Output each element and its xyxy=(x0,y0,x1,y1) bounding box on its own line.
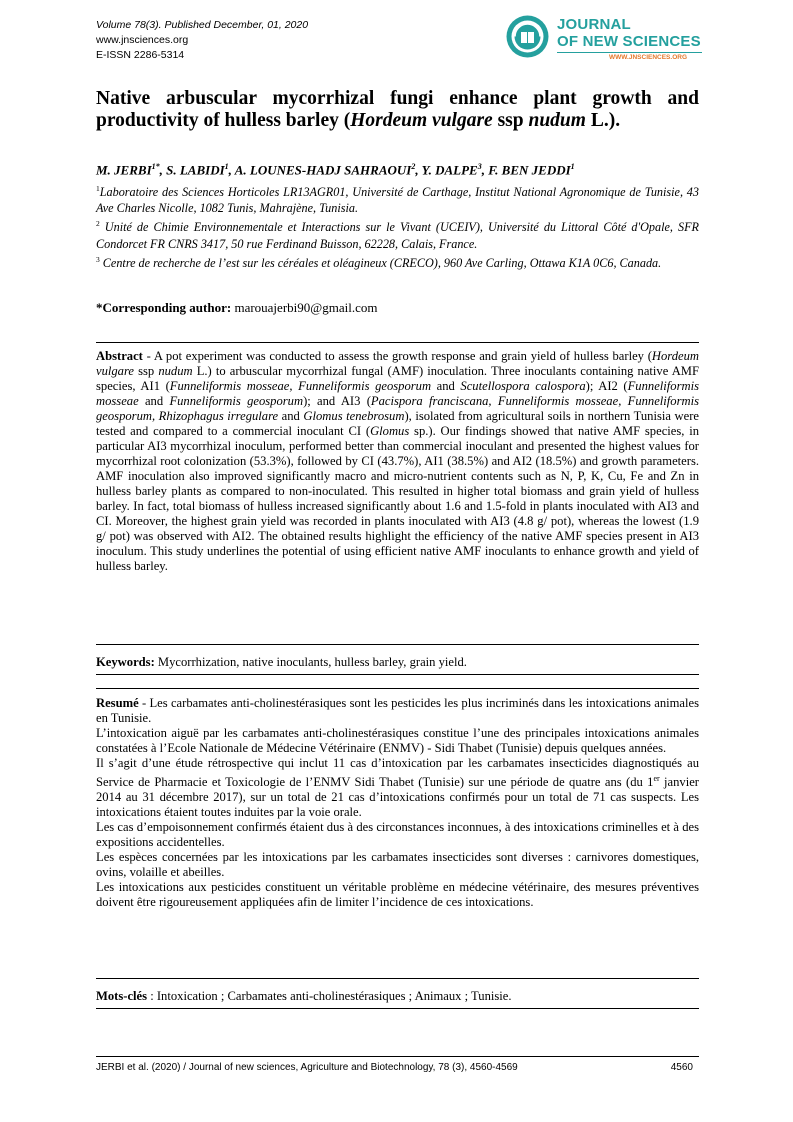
journal-logo xyxy=(505,14,703,66)
affiliations xyxy=(96,181,699,271)
page-number: 4560 xyxy=(670,1062,693,1073)
resume-sup: er xyxy=(653,774,660,783)
journal-seal-icon xyxy=(505,14,550,59)
corresponding-label: *Corresponding author: xyxy=(96,300,232,315)
author-sup: 1 xyxy=(570,162,575,171)
resume-paragraph: Les cas d’empoisonnement confirmés étaient dus à des circonstances inconnues, à des intoxications criminelles et à des expositions accidentelles. xyxy=(96,820,699,850)
abstract-text: L.) to arbuscular mycorrhizal fungal (AMF) inoculation. Three inoculants containing native AMF species, AI1 ( xyxy=(96,364,699,393)
abstract-italic-term: nudum xyxy=(158,364,193,378)
resume-section xyxy=(96,696,699,910)
resume-bottom-rule xyxy=(96,978,699,979)
resume-label: Resumé xyxy=(96,696,139,710)
affiliation-text: Unité de Chimie Environnementale et Interactions sur le Vivant (UCEIV), Université du Littoral Côté d'Opale, SFR Condorcet FR CNRS 3417, 50 rue Ferdinand Buisson, 62228, Calais, France. xyxy=(96,220,699,251)
volume-line: Volume 78(3). Published December, 01, 2020 xyxy=(96,19,309,31)
resume-text: - Les carbamates anti-cholinestérasiques sont les pesticides les plus incriminés dans les intoxications animales en Tunisie. xyxy=(96,696,699,725)
mots-cles-text: : Intoxication ; Carbamates anti-cholinestérasiques ; Animaux ; Tunisie. xyxy=(147,989,512,1003)
affiliation-sup: 3 xyxy=(96,254,100,264)
resume-paragraph xyxy=(96,756,699,820)
keywords-line xyxy=(96,655,699,670)
affiliation-sup: 1 xyxy=(96,184,100,193)
corresponding-email[interactable]: marouajerbi90@gmail.com xyxy=(231,300,378,315)
keywords-section xyxy=(96,655,699,670)
resume-paragraph: L’intoxication aiguë par les carbamates anti-cholinestérasiques constitue l’une des principales intoxications animales constatées à l’Ecole Nationale de Médecine Vétérinaire (ENMV) - Sidi Thabet (Tunisie) depuis quelques années. xyxy=(96,726,699,755)
author-name: S. LABIDI xyxy=(166,162,225,178)
abstract-italic-term: Glomus tenebrosum xyxy=(303,409,405,423)
affiliation xyxy=(96,181,699,216)
abstract-text: and xyxy=(431,379,461,393)
mots-cles-bottom-rule xyxy=(96,1008,699,1009)
abstract-text: ssp xyxy=(134,364,159,378)
abstract-italic-term: Pacispora franciscana, Funneliformis mosseae, Funneliformis geosporum, Rhizophagus irregulare xyxy=(96,394,699,423)
affiliation xyxy=(96,252,699,271)
title-italic-subspecies: nudum xyxy=(528,110,586,131)
logo-url: WWW.JNSCIENCES.ORG xyxy=(609,54,688,61)
journal-info xyxy=(96,18,308,63)
resume-paragraph xyxy=(96,696,699,726)
abstract-text: ); and AI3 ( xyxy=(303,394,371,408)
abstract-text: and xyxy=(278,409,304,423)
resume-text: Il s’agit d’une étude rétrospective qui inclut 11 cas d’intoxication par les carbamates insecticides diagnostiqués au Service de Pharmacie et Toxicologie de l’ENMV Sidi Thabet (Tunisie) sur une période de quatre ans (du 1 xyxy=(96,756,699,790)
author-name: F. BEN JEDDI xyxy=(488,162,571,178)
abstract-text: - A pot experiment was conducted to assess the growth response and grain yield of hulless barley ( xyxy=(142,349,652,363)
author-name: Y. DALPE xyxy=(421,162,478,178)
abstract-italic-term: Scutellospora calospora xyxy=(460,379,586,393)
footer-citation: JERBI et al. (2020) / Journal of new sciences, Agriculture and Biotechnology, 78 (3), 4560-4569 xyxy=(96,1062,518,1073)
resume-top-rule xyxy=(96,688,699,689)
issn-line: E-ISSN 2286-5314 xyxy=(96,49,185,61)
author-sup: 1 xyxy=(224,162,229,171)
page-footer xyxy=(96,1062,699,1073)
mots-cles-section xyxy=(96,989,699,1004)
mots-cles-label: Mots-clés xyxy=(96,989,148,1003)
author-name: M. JERBI xyxy=(96,162,152,178)
resume-text: janvier 2014 au 31 décembre 2017), sur un total de 21 cas d’intoxications confirmés pour un total de 71 cas suspects. Les intoxications étaient toutes induites par la voie orale. xyxy=(96,775,699,820)
logo-line-1: JOURNAL xyxy=(557,16,631,33)
abstract-text: ), isolated from agricultural soils in northern Tunisia were tested and compared to a commercial inoculant CI ( xyxy=(96,409,699,438)
author-sup: 2 xyxy=(411,162,416,171)
paper-title xyxy=(96,88,699,132)
resume-paragraph: Les intoxications aux pesticides constituent un véritable problème en médecine vétérinaire, des mesures préventives doivent être rigoureusement appliquées afin de limiter l’incidence de ces intoxications. xyxy=(96,880,699,910)
abstract-text: ); AI2 ( xyxy=(585,379,628,393)
logo-line-2: OF NEW SCIENCES xyxy=(557,33,701,50)
logo-divider xyxy=(557,52,702,53)
affiliation-text: Centre de recherche de l’est sur les céréales et oléagineux (CRECO), 960 Ave Carling, Ottawa K1A 0C6, Canada. xyxy=(99,256,662,270)
title-italic-genus: Hordeum vulgare xyxy=(350,110,493,131)
abstract-section xyxy=(96,349,699,574)
affiliation-text: Laboratoire des Sciences Horticoles LR13AGR01, Université de Carthage, Institut National Agronomique de Tunisie, 43 Ave Charles Nicolle, 1082 Tunis, Mahrajène, Tunisia. xyxy=(96,185,699,216)
abstract-bottom-rule xyxy=(96,644,699,645)
author-name: A. LOUNES-HADJ SAHRAOUI xyxy=(234,162,412,178)
title-text-mid: ssp xyxy=(492,110,529,131)
title-text-end: L.). xyxy=(585,110,621,131)
abstract-paragraph xyxy=(96,349,699,574)
abstract-italic-term: Funneliformis mosseae, Funneliformis geosporum xyxy=(169,379,432,393)
resume-paragraph: Les espèces concernées par les intoxications par les carbamates insecticides sont diverses : carnivores domestiques, ovins, volaille et abeilles. xyxy=(96,850,699,880)
website-line: www.jnsciences.org xyxy=(96,34,189,46)
abstract-text: sp.). Our findings showed that native AMF species, in particular AI3 mycorrhizal inoculum, performed better than commercial inoculant and presented the highest values for mycorrhizal root colonization (53.3%), followed by CI (43.7%), AI1 (38.5%) and AI2 (18.5%) and growth parameters. AMF inoculation also improved significantly macro and micro-nutrient contents such as N, P, K, Cu, Fe and Zn in hulless barley plants as compared to non-inoculated. This resulted in higher total biomass and grain yield of hulless barley. In fact, total biomass of hulless increased significantly about 1.6 and 1.5-fold in plants inoculated with AI3 and CI. Moreover, the highest grain yield was recorded in plants inoculated with AI3 (4.8 g/ pot), whereas the lowest (1.9 g/ pot) was observed with AI2. The obtained results highlight the efficiency of the native AMF species present in AI3 inoculum. This study underlines the potential of using efficient native AMF inoculants to enhance growth and yield of hulless barley. xyxy=(96,424,700,573)
abstract-italic-term: Funneliformis geosporum xyxy=(169,394,304,408)
affiliation xyxy=(96,216,699,251)
keywords-bottom-rule xyxy=(96,674,699,675)
abstract-italic-term: Funneliformis mosseae xyxy=(96,379,699,408)
abstract-text: and xyxy=(138,394,170,408)
abstract-top-rule xyxy=(96,342,699,343)
abstract-body xyxy=(96,349,699,573)
corresponding-author xyxy=(96,300,377,316)
abstract-italic-term: Glomus xyxy=(370,424,410,438)
title-text: Native arbuscular mycorrhizal fungi enhance plant growth and productivity of hulless barley ( xyxy=(96,88,699,131)
keywords-text: Mycorrhization, native inoculants, hulless barley, grain yield. xyxy=(154,655,467,669)
author-sup: 3 xyxy=(477,162,482,171)
abstract-italic-term: Hordeum vulgare xyxy=(96,349,699,378)
mots-cles-line xyxy=(96,989,699,1004)
affiliation-sup: 2 xyxy=(96,219,100,229)
abstract-label: Abstract xyxy=(96,349,143,363)
footer-rule xyxy=(96,1056,699,1057)
author-sup: 1* xyxy=(151,162,160,171)
author-list: M. $JERBI^{1*}$, S. LABIDI$^1$, A. LOUNES-HADJ SAHRAOUI$^2$, Y. DALPE$^3$, F. BEN JEDDI$^1$ xyxy=(96,162,575,178)
keywords-label: Keywords: xyxy=(96,655,155,669)
